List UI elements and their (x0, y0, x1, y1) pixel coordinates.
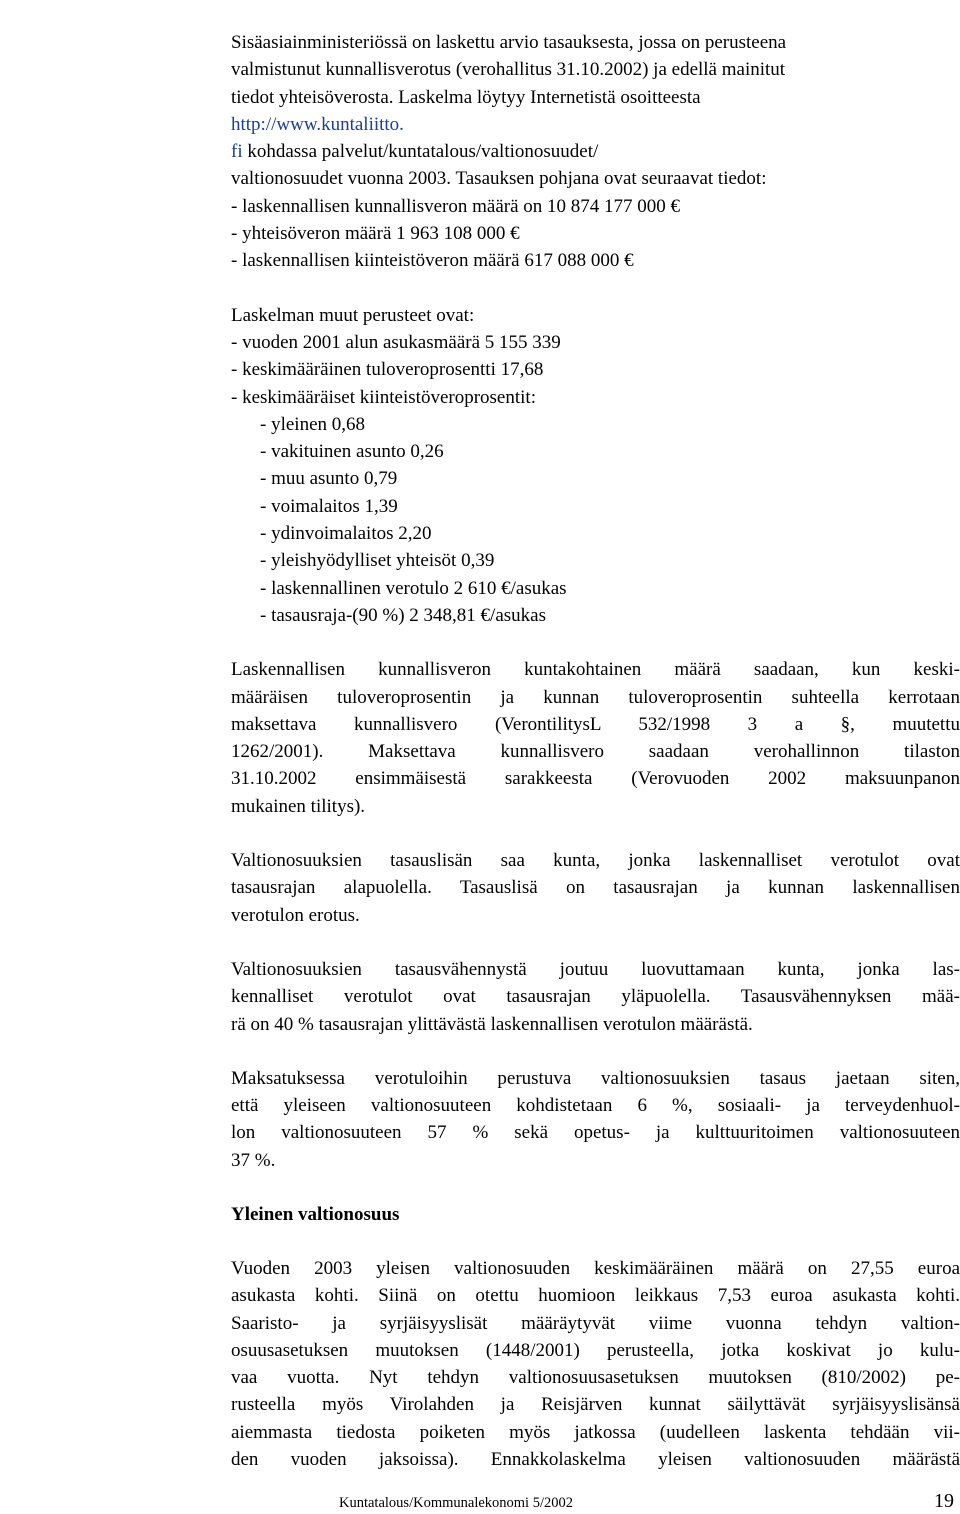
text-line: Valtionosuuksien tasausvähennystä joutuu luovuttamaan kunta, jonka las- (231, 958, 960, 980)
text-line: den vuoden jaksoissa). Ennakkolaskelma yleisen valtionosuuden määrästä (231, 1449, 960, 1471)
sub-bullet-item: - ydinvoimalaitos 2,20 (260, 523, 432, 545)
page-number: 19 (934, 1490, 954, 1512)
text-line: Laskennallisen kunnallisveron kuntakohtainen määrä saadaan, kun keski- (231, 659, 960, 681)
bullet-item: - yhteisöveron määrä 1 963 108 000 € (231, 223, 520, 245)
kuntaliitto-link-fi[interactable]: fi (231, 141, 243, 163)
text-line (231, 111, 960, 138)
sub-bullet-item: - yleishyödylliset yhteisöt 0,39 (260, 550, 495, 572)
text-line: verotulon erotus. (231, 904, 360, 926)
basis-title: Laskelman muut perusteet ovat: (231, 304, 475, 326)
text-line: kennalliset verotulot ovat tasausrajan yläpuolella. Tasausvähennyksen mää- (231, 986, 960, 1008)
text-line: maksettava kunnallisvero (VerontilitysL 532/1998 3 a §, muutettu (231, 713, 960, 735)
paragraph-equalization-deduction (231, 956, 960, 1038)
text-line (231, 138, 960, 165)
text-line: valmistunut kunnallisverotus (verohallitus 31.10.2002) ja edellä mainitut (231, 59, 786, 81)
text-line: määräisen tuloveroprosentin ja kunnan tuloveroprosentin suhteella kerrotaan (231, 686, 960, 708)
text-line: että yleiseen valtionosuuteen kohdistetaan 6 %, sosiaali- ja terveydenhuol- (231, 1095, 960, 1117)
sub-bullet-item: - voimalaitos 1,39 (260, 495, 398, 517)
section-heading: Yleinen valtionosuus (231, 1203, 400, 1225)
page-footer: Kuntatalous/Kommunalekonomi 5/2002 (339, 1495, 573, 1511)
text-line: asukasta kohti. Siinä on otettu huomioon leikkaus 7,53 euroa asukasta kohti. (231, 1285, 960, 1307)
basis-list (231, 302, 960, 630)
text-line: vaa vuotta. Nyt tehdyn valtionosuusasetuksen muutoksen (810/2002) pe- (231, 1367, 960, 1389)
text-line: mukainen tilitys). (231, 795, 366, 817)
text-line: 31.10.2002 ensimmäisestä sarakkeesta (Verovuoden 2002 maksuunpanon (231, 768, 960, 790)
bullet-item: - laskennallisen kunnallisveron määrä on 10 874 177 000 € (231, 195, 681, 217)
text-line: Maksatuksessa verotuloihin perustuva valtionosuuksien tasaus jaetaan siten, (231, 1067, 960, 1089)
page-content (231, 29, 960, 1473)
text-line: 1262/2001). Maksettava kunnallisvero saadaan verohallinnon tilaston (231, 741, 960, 763)
text-line: lon valtionosuuteen 57 % sekä opetus- ja kulttuuritoimen valtionosuuteen (231, 1122, 960, 1144)
text-line: Vuoden 2003 yleisen valtionosuuden keskimääräinen määrä on 27,55 euroa (231, 1257, 960, 1279)
text-line: rusteella myös Virolahden ja Reisjärven kunnat säilyttävät syrjäisyyslisänsä (231, 1394, 960, 1416)
text-line: rä on 40 % tasausrajan ylittävästä laskennallisen verotulon määrästä. (231, 1013, 753, 1035)
paragraph-municipal-tax (231, 656, 960, 820)
text-line: tiedot yhteisöverosta. Laskelma löytyy Internetistä osoitteesta (231, 86, 701, 108)
text-fragment: kohdassa palvelut/kuntatalous/valtionosuudet/ (242, 141, 599, 163)
sub-bullet-item: - vakituinen asunto 0,26 (260, 441, 444, 463)
paragraph-equalization-bonus (231, 847, 960, 929)
bullet-item: - laskennallisen kiinteistöveron määrä 617 088 000 € (231, 250, 634, 272)
text-line: Sisäasiainministeriössä on laskettu arvio tasauksesta, jossa on perusteena (231, 32, 787, 53)
text-line: osuusasetuksen muutoksen (1448/2001) perusteella, jotka koskivat jo kulu- (231, 1339, 960, 1361)
bullet-item: - keskimääräinen tuloveroprosentti 17,68 (231, 359, 544, 381)
bullet-item: - vuoden 2001 alun asukasmäärä 5 155 339 (231, 331, 561, 353)
text-line: valtionosuudet vuonna 2003. Tasauksen pohjana ovat seuraavat tiedot: (231, 168, 767, 190)
kuntaliitto-link[interactable]: http://www.kuntaliitto. (231, 113, 404, 135)
intro-paragraph (231, 29, 960, 275)
bullet-item: - keskimääräiset kiinteistöveroprosentit: (231, 386, 536, 408)
text-line: tasausrajan alapuolella. Tasauslisä on tasausrajan ja kunnan laskennallisen (231, 877, 960, 899)
text-line: aiemmasta tiedosta poiketen myös jatkossa (uudelleen laskenta tehdään vii- (231, 1421, 960, 1443)
sub-bullet-item: - yleinen 0,68 (260, 413, 366, 435)
sub-bullet-item: - tasausraja-(90 %) 2 348,81 €/asukas (260, 604, 546, 626)
text-line: Valtionosuuksien tasauslisän saa kunta, jonka laskennalliset verotulot ovat (231, 850, 960, 872)
text-line: Saaristo- ja syrjäisyyslisät määräytyvät viime vuonna tehdyn valtion- (231, 1312, 960, 1334)
sub-bullet-item: - muu asunto 0,79 (260, 468, 398, 490)
paragraph-general-state-share (231, 1255, 960, 1473)
sub-bullet-item: - laskennallinen verotulo 2 610 €/asukas (260, 577, 567, 599)
text-line: 37 %. (231, 1149, 276, 1171)
paragraph-payment (231, 1065, 960, 1174)
